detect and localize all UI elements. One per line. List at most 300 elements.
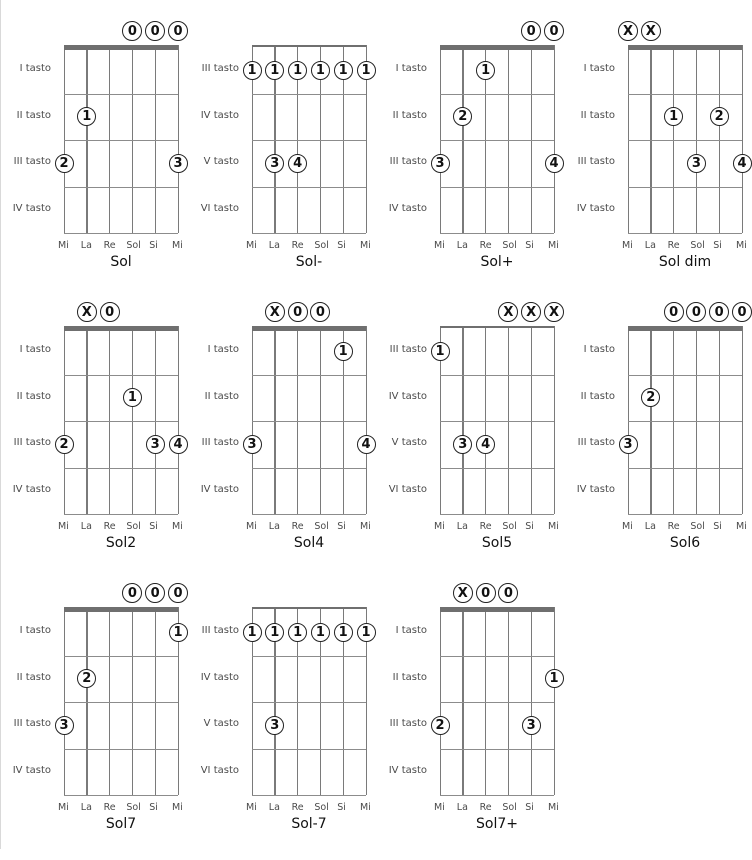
nut-bar (64, 45, 178, 50)
string-line (531, 607, 532, 795)
string-line (554, 607, 555, 795)
string-label: La (268, 240, 280, 251)
string-line (64, 326, 65, 514)
nut-bar (440, 607, 554, 612)
finger-dot: 1 (334, 61, 353, 80)
string-line (462, 326, 464, 514)
fret-line (64, 656, 178, 657)
string-label: Mi (58, 240, 69, 251)
string-line (462, 45, 464, 233)
fret-line (64, 795, 178, 796)
chord-name: Sol+ (480, 254, 514, 270)
string-label: Si (525, 240, 534, 251)
string-line (531, 45, 532, 233)
muted-string-marker: X (453, 583, 473, 603)
string-label: Sol (502, 240, 517, 251)
string-label: Re (103, 521, 116, 532)
string-label: Mi (360, 240, 371, 251)
fret-label: VI tasto (388, 483, 427, 495)
fret-line (252, 702, 366, 703)
chord-name: Sol4 (293, 535, 325, 551)
fret-line (628, 233, 742, 234)
fret-line (252, 656, 366, 657)
fret-label: IV tasto (200, 109, 239, 121)
chord-name: Sol7+ (476, 816, 518, 832)
nut-bar (252, 45, 366, 47)
fret-line (440, 140, 554, 141)
string-line (86, 326, 88, 514)
fret-label: I tasto (583, 63, 615, 75)
finger-dot: 1 (311, 623, 330, 642)
fret-label: I tasto (583, 344, 615, 356)
fret-line (440, 187, 554, 188)
fret-label: III tasto (13, 437, 51, 449)
muted-string-marker: X (544, 302, 564, 322)
string-label: Mi (172, 521, 183, 532)
string-line (554, 45, 555, 233)
string-label: La (80, 521, 92, 532)
open-string-marker: 0 (498, 583, 518, 603)
chord-diagram (0, 580, 188, 860)
finger-dot: 1 (169, 623, 188, 642)
string-line (696, 326, 697, 514)
string-line (252, 326, 253, 514)
string-label: Mi (736, 521, 747, 532)
fret-label: III tasto (389, 344, 427, 356)
fret-label: IV tasto (12, 483, 51, 495)
string-line (155, 607, 156, 795)
fret-line (628, 375, 742, 376)
fret-label: V tasto (391, 437, 427, 449)
open-string-marker: 0 (122, 21, 142, 41)
string-line (508, 607, 509, 795)
fret-label: IV tasto (12, 202, 51, 214)
string-line (696, 45, 697, 233)
muted-string-marker: X (618, 21, 638, 41)
string-line (86, 607, 88, 795)
nut-bar (64, 607, 178, 612)
finger-dot: 1 (357, 623, 376, 642)
string-label: Mi (58, 521, 69, 532)
finger-dot: 1 (545, 669, 564, 688)
fret-label: III tasto (13, 718, 51, 730)
string-line (178, 45, 179, 233)
chord-name: Sol7 (105, 816, 137, 832)
fret-label: III tasto (577, 437, 615, 449)
fret-line (252, 187, 366, 188)
string-line (132, 326, 133, 514)
chord-diagram (376, 299, 564, 579)
fret-line (440, 656, 554, 657)
open-string-marker: 0 (544, 21, 564, 41)
string-label: Re (667, 521, 680, 532)
string-label: Re (103, 240, 116, 251)
finger-dot: 2 (710, 107, 729, 126)
string-label: Re (291, 521, 304, 532)
fret-label: II tasto (16, 671, 51, 683)
string-line (508, 326, 509, 514)
string-label: La (80, 240, 92, 251)
fret-label: III tasto (201, 625, 239, 637)
fret-line (64, 749, 178, 750)
fret-label: III tasto (389, 718, 427, 730)
fret-line (64, 468, 178, 469)
string-label: Mi (548, 240, 559, 251)
fret-label: IV tasto (200, 483, 239, 495)
fret-label: I tasto (19, 63, 51, 75)
open-string-marker: 0 (145, 583, 165, 603)
string-label: Re (479, 240, 492, 251)
finger-dot: 3 (265, 716, 284, 735)
muted-string-marker: X (498, 302, 518, 322)
fret-line (252, 421, 366, 422)
string-label: Si (149, 802, 158, 813)
chord-name: Sol (110, 254, 132, 270)
finger-dot: 3 (687, 154, 706, 173)
finger-dot: 1 (243, 61, 262, 80)
string-label: La (268, 521, 280, 532)
chord-diagram (0, 299, 188, 579)
string-label: Sol (126, 521, 141, 532)
string-line (485, 326, 486, 514)
finger-dot: 1 (334, 342, 353, 361)
muted-string-marker: X (265, 302, 285, 322)
finger-dot: 1 (311, 61, 330, 80)
finger-dot: 4 (288, 154, 307, 173)
string-line (650, 326, 652, 514)
string-line (628, 326, 629, 514)
string-label: Sol (502, 521, 517, 532)
string-label: Mi (246, 240, 257, 251)
open-string-marker: 0 (288, 302, 308, 322)
string-line (132, 607, 133, 795)
finger-dot: 1 (288, 623, 307, 642)
fret-label: IV tasto (388, 202, 427, 214)
fret-line (440, 795, 554, 796)
string-label: Mi (360, 521, 371, 532)
open-string-marker: 0 (664, 302, 684, 322)
string-label: Sol (126, 802, 141, 813)
string-label: La (80, 802, 92, 813)
fret-line (440, 94, 554, 95)
finger-dot: 4 (169, 435, 188, 454)
chord-diagram (188, 580, 376, 860)
fret-label: VI tasto (200, 764, 239, 776)
finger-dot: 3 (522, 716, 541, 735)
string-line (155, 326, 156, 514)
string-label: Mi (246, 521, 257, 532)
open-string-marker: 0 (732, 302, 752, 322)
string-label: Re (479, 802, 492, 813)
open-string-marker: 0 (310, 302, 330, 322)
fret-line (440, 233, 554, 234)
string-line (531, 326, 532, 514)
open-string-marker: 0 (168, 583, 188, 603)
string-label: Sol (690, 240, 705, 251)
fret-line (628, 187, 742, 188)
string-label: Mi (548, 521, 559, 532)
string-line (485, 607, 486, 795)
nut-bar (64, 326, 178, 331)
fret-label: II tasto (580, 109, 615, 121)
fret-label: IV tasto (200, 671, 239, 683)
string-line (178, 326, 179, 514)
string-label: Re (479, 521, 492, 532)
fret-line (252, 468, 366, 469)
string-label: Mi (434, 521, 445, 532)
string-label: Sol (126, 240, 141, 251)
fret-line (64, 375, 178, 376)
fret-line (64, 233, 178, 234)
string-line (440, 607, 441, 795)
string-label: Si (149, 240, 158, 251)
string-label: La (456, 521, 468, 532)
string-label: Si (337, 240, 346, 251)
string-line (554, 326, 555, 514)
finger-dot: 3 (453, 435, 472, 454)
fret-line (64, 187, 178, 188)
chord-diagram (188, 299, 376, 579)
finger-dot: 2 (77, 669, 96, 688)
fret-line (440, 421, 554, 422)
string-label: Si (337, 521, 346, 532)
string-label: Sol (314, 521, 329, 532)
fret-line (64, 514, 178, 515)
fret-line (440, 375, 554, 376)
fret-label: II tasto (204, 390, 239, 402)
open-string-marker: 0 (122, 583, 142, 603)
fret-line (440, 702, 554, 703)
fret-label: II tasto (16, 390, 51, 402)
string-label: Sol (690, 521, 705, 532)
finger-dot: 1 (265, 61, 284, 80)
string-line (109, 326, 110, 514)
string-label: La (456, 802, 468, 813)
string-label: Sol (314, 240, 329, 251)
fret-line (64, 140, 178, 141)
finger-dot: 4 (357, 435, 376, 454)
fret-label: III tasto (201, 437, 239, 449)
finger-dot: 1 (288, 61, 307, 80)
finger-dot: 3 (243, 435, 262, 454)
string-line (274, 326, 276, 514)
fret-label: II tasto (16, 109, 51, 121)
finger-dot: 1 (265, 623, 284, 642)
nut-bar (628, 326, 742, 331)
fret-line (440, 514, 554, 515)
fret-label: I tasto (19, 344, 51, 356)
string-label: Mi (622, 240, 633, 251)
string-label: La (644, 521, 656, 532)
chord-name: Sol-7 (291, 816, 327, 832)
fret-label: I tasto (207, 344, 239, 356)
string-label: Re (291, 240, 304, 251)
chord-name: Sol6 (669, 535, 701, 551)
fret-line (440, 468, 554, 469)
open-string-marker: 0 (686, 302, 706, 322)
finger-dot: 3 (146, 435, 165, 454)
string-line (508, 45, 509, 233)
fret-label: III tasto (13, 156, 51, 168)
finger-dot: 3 (619, 435, 638, 454)
string-line (650, 45, 652, 233)
fret-label: II tasto (392, 109, 427, 121)
fret-line (252, 233, 366, 234)
fret-label: II tasto (580, 390, 615, 402)
fret-label: II tasto (392, 671, 427, 683)
finger-dot: 3 (265, 154, 284, 173)
fret-line (64, 421, 178, 422)
open-string-marker: 0 (100, 302, 120, 322)
fret-line (252, 795, 366, 796)
nut-bar (440, 326, 554, 328)
fret-line (440, 749, 554, 750)
finger-dot: 1 (357, 61, 376, 80)
finger-dot: 1 (664, 107, 683, 126)
string-label: La (644, 240, 656, 251)
finger-dot: 1 (77, 107, 96, 126)
string-label: Si (713, 521, 722, 532)
finger-dot: 2 (453, 107, 472, 126)
open-string-marker: 0 (145, 21, 165, 41)
string-line (673, 326, 674, 514)
finger-dot: 2 (55, 154, 74, 173)
nut-bar (628, 45, 742, 50)
string-line (628, 45, 629, 233)
string-line (320, 326, 321, 514)
string-label: Si (713, 240, 722, 251)
fret-line (252, 375, 366, 376)
string-label: Re (291, 802, 304, 813)
string-label: Sol (502, 802, 517, 813)
string-line (719, 326, 720, 514)
fret-line (252, 749, 366, 750)
muted-string-marker: X (641, 21, 661, 41)
fret-line (252, 514, 366, 515)
string-label: Sol (314, 802, 329, 813)
fret-label: IV tasto (12, 764, 51, 776)
chord-name: Sol2 (105, 535, 137, 551)
finger-dot: 3 (169, 154, 188, 173)
chord-diagram (376, 18, 564, 298)
finger-dot: 1 (123, 388, 142, 407)
finger-dot: 4 (733, 154, 752, 173)
open-string-marker: 0 (521, 21, 541, 41)
fret-label: I tasto (395, 625, 427, 637)
fret-line (252, 94, 366, 95)
finger-dot: 2 (431, 716, 450, 735)
string-label: Si (149, 521, 158, 532)
chord-diagram (564, 18, 752, 298)
finger-dot: 4 (476, 435, 495, 454)
fret-label: III tasto (389, 156, 427, 168)
nut-bar (252, 607, 366, 609)
fret-label: I tasto (395, 63, 427, 75)
fret-label: IV tasto (576, 483, 615, 495)
chord-name: Sol- (295, 254, 323, 270)
string-line (64, 607, 65, 795)
muted-string-marker: X (77, 302, 97, 322)
fret-line (628, 514, 742, 515)
string-label: Re (103, 802, 116, 813)
fret-line (64, 94, 178, 95)
string-line (673, 45, 674, 233)
finger-dot: 1 (476, 61, 495, 80)
finger-dot: 1 (334, 623, 353, 642)
string-label: Mi (172, 240, 183, 251)
finger-dot: 1 (431, 342, 450, 361)
string-line (297, 326, 298, 514)
string-line (64, 45, 65, 233)
string-label: Mi (548, 802, 559, 813)
string-label: Mi (172, 802, 183, 813)
fret-label: VI tasto (200, 202, 239, 214)
chord-diagram (564, 299, 752, 579)
finger-dot: 2 (55, 435, 74, 454)
string-label: Mi (246, 802, 257, 813)
fret-label: IV tasto (388, 764, 427, 776)
string-label: Mi (58, 802, 69, 813)
fret-line (64, 702, 178, 703)
string-line (719, 45, 720, 233)
string-line (366, 326, 367, 514)
string-label: Re (667, 240, 680, 251)
finger-dot: 3 (55, 716, 74, 735)
string-label: Mi (360, 802, 371, 813)
string-line (742, 326, 743, 514)
fret-line (628, 421, 742, 422)
muted-string-marker: X (521, 302, 541, 322)
fret-label: V tasto (203, 718, 239, 730)
finger-dot: 1 (243, 623, 262, 642)
nut-bar (440, 45, 554, 50)
open-string-marker: 0 (709, 302, 729, 322)
fret-label: IV tasto (576, 202, 615, 214)
string-line (742, 45, 743, 233)
string-label: Si (337, 802, 346, 813)
finger-dot: 4 (545, 154, 564, 173)
string-line (155, 45, 156, 233)
chord-name: Sol5 (481, 535, 513, 551)
string-label: Si (525, 802, 534, 813)
string-line (440, 45, 441, 233)
open-string-marker: 0 (168, 21, 188, 41)
finger-dot: 3 (431, 154, 450, 173)
fret-line (252, 140, 366, 141)
open-string-marker: 0 (476, 583, 496, 603)
fret-label: III tasto (577, 156, 615, 168)
chord-diagram (188, 18, 376, 298)
fret-label: IV tasto (388, 390, 427, 402)
string-label: Mi (622, 521, 633, 532)
nut-bar (252, 326, 366, 331)
fret-line (628, 140, 742, 141)
fret-line (628, 468, 742, 469)
string-line (109, 45, 110, 233)
string-label: La (268, 802, 280, 813)
finger-dot: 2 (641, 388, 660, 407)
chord-name: Sol dim (658, 254, 712, 270)
string-line (462, 607, 464, 795)
string-line (109, 607, 110, 795)
chord-diagram (376, 580, 564, 860)
string-label: La (456, 240, 468, 251)
fret-label: III tasto (201, 63, 239, 75)
string-label: Mi (736, 240, 747, 251)
string-label: Mi (434, 802, 445, 813)
string-label: Mi (434, 240, 445, 251)
string-line (86, 45, 88, 233)
